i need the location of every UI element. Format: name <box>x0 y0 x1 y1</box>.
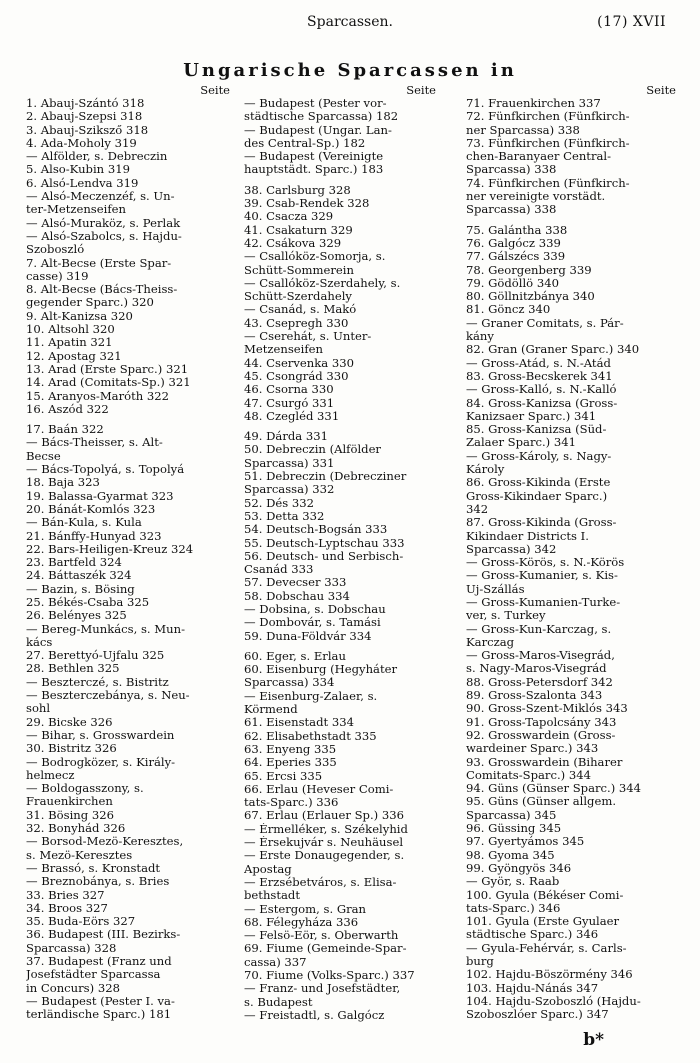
index-entry: cassa) 337 <box>244 955 307 969</box>
index-entry: 66. Erlau (Heveser Comi- <box>244 782 394 796</box>
index-entry: — Györ, s. Raab <box>466 875 560 889</box>
index-entry: — Budapest (Ungar. Lan- <box>244 123 392 137</box>
index-entry: wardeiner Sparc.) 343 <box>466 742 599 756</box>
index-entry: 80. Göllnitzbánya 340 <box>466 290 595 304</box>
index-entry: — Brassó, s. Kronstadt <box>26 861 161 875</box>
index-entry: 27. Berettyó-Ujfalu 325 <box>26 649 165 663</box>
index-entry: — Breznobánya, s. Bries <box>26 875 170 889</box>
index-entry: 23. Bartfeld 324 <box>26 556 122 570</box>
index-entry: 52. Dés 332 <box>244 496 315 510</box>
index-entry: hauptstädt. Sparc.) 183 <box>244 163 384 177</box>
index-entry: — Budapest (Vereinigte <box>244 150 384 164</box>
page-number: (17) XVII <box>597 14 666 30</box>
index-entry: 3. Abauj-Sziksző 318 <box>26 123 149 137</box>
index-entry: — Gross-Kun-Karczag, s. <box>466 622 612 636</box>
index-entry: — Bács-Topolyá, s. Topolyá <box>26 463 185 477</box>
index-entry: Kikindaer Districts I. <box>466 529 589 543</box>
index-entry: 65. Ercsi 335 <box>244 769 323 783</box>
index-entry: 67. Erlau (Erlauer Sp.) 336 <box>244 809 404 823</box>
index-entry: — Érmelléker, s. Székelyhid <box>244 822 408 836</box>
index-entry: 72. Fünfkirchen (Fünfkirch- <box>466 110 630 124</box>
index-entry: 90. Gross-Szent-Miklós 343 <box>466 702 628 716</box>
index-entry: 43. Csepregh 330 <box>244 316 349 330</box>
index-entry: 24. Báttaszék 324 <box>26 569 132 583</box>
index-entry: 47. Csurgó 331 <box>244 396 335 410</box>
index-entry: Sparcassa) 328 <box>26 941 117 955</box>
index-entry: 82. Gran (Graner Sparc.) 340 <box>466 343 640 357</box>
index-entry: Csanád 333 <box>244 563 314 577</box>
index-entry: 25. Békés-Csaba 325 <box>26 595 150 609</box>
index-entry: 77. Gálszécs 339 <box>466 250 566 264</box>
index-entry: 17. Baán 322 <box>26 423 104 437</box>
index-entry: kány <box>466 330 494 344</box>
index-entry: 83. Gross-Becskerek 341 <box>466 369 613 383</box>
index-entry: — Érsekujvár s. Neuhäusel <box>244 836 404 850</box>
index-entry: 81. Göncz 340 <box>466 303 551 317</box>
index-entry: 104. Hajdu-Szoboszló (Hajdu- <box>466 994 641 1008</box>
index-entry: 100. Gyula (Békéser Comi- <box>466 888 624 902</box>
index-entry: 19. Balassa-Gyarmat 323 <box>26 489 174 503</box>
index-entry: 33. Bries 327 <box>26 888 105 902</box>
index-entry: 10. Altsohl 320 <box>26 323 115 337</box>
index-entry: — Gross-Maros-Visegrád, <box>466 649 615 663</box>
index-entry: — Boldogasszony, s. <box>26 782 144 796</box>
index-entry: — Budapest (Pester I. va- <box>26 994 175 1008</box>
index-entry: 20. Bánát-Komlós 323 <box>26 502 156 516</box>
column-header: Seite <box>646 83 676 97</box>
section-gap <box>244 177 440 184</box>
index-entry: 7. Alt-Becse (Erste Spar- <box>26 256 172 270</box>
index-entry: 13. Arad (Erste Sparc.) 321 <box>26 362 189 376</box>
index-entry: 87. Gross-Kikinda (Gross- <box>466 516 617 530</box>
index-entry: 35. Buda-Eörs 327 <box>26 915 136 929</box>
index-entry: — Alfölder, s. Debreczin <box>26 150 168 164</box>
index-entry: 31. Bösing 326 <box>26 808 114 822</box>
index-entry: — Dobsina, s. Dobschau <box>244 602 386 616</box>
index-entry: Szoboszló <box>26 243 85 257</box>
index-entry: 6. Alsó-Lendva 319 <box>26 176 139 190</box>
index-entry: 54. Deutsch-Bogsán 333 <box>244 523 388 537</box>
index-entry: — Felsö-Eör, s. Oberwarth <box>244 929 399 943</box>
index-entry: 15. Aranyos-Maróth 322 <box>26 389 170 403</box>
index-entry: 97. Gyertyámos 345 <box>466 835 585 849</box>
index-entry: 89. Gross-Szalonta 343 <box>466 689 603 703</box>
index-entry: 63. Enyeng 335 <box>244 742 337 756</box>
index-entry: Becse <box>26 449 61 463</box>
index-entry: Josefstädter Sparcassa <box>26 968 161 982</box>
index-entry: 44. Cservenka 330 <box>244 356 354 370</box>
index-entry: 9. Alt-Kanizsa 320 <box>26 309 133 323</box>
index-entry: 36. Budapest (III. Bezirks- <box>26 928 181 942</box>
index-entry: 93. Grosswardein (Biharer <box>466 755 623 769</box>
index-entry: Gross-Kikindaer Sparc.) <box>466 489 608 503</box>
index-entry: — Gross-Kumanier, s. Kis- <box>466 569 618 583</box>
index-entry: Károly <box>466 463 505 477</box>
index-entry: 84. Gross-Kanizsa (Gross- <box>466 396 618 410</box>
index-entry: Sparcassa) 338 <box>466 203 557 217</box>
index-entry: — Dombovár, s. Tamási <box>244 616 381 630</box>
index-entry: 99. Gyöngyös 346 <box>466 861 572 875</box>
index-entry: 32. Bonyhád 326 <box>26 822 126 836</box>
index-entry: 75. Galántha 338 <box>466 223 568 237</box>
index-entry: — Erste Donaugegender, s. <box>244 849 405 863</box>
index-entry: Karczag <box>466 635 515 649</box>
index-entry: in Concurs) 328 <box>26 981 120 995</box>
index-entry: Zalaer Sparc.) 341 <box>466 436 577 450</box>
running-head <box>0 14 700 36</box>
index-entry: 57. Devecser 333 <box>244 576 347 590</box>
index-entry: 50. Debreczin (Alfölder <box>244 443 381 457</box>
index-entry: s. Budapest <box>244 995 313 1009</box>
index-entry: Sparcassa) 334 <box>244 676 335 690</box>
running-head-title: Sparcassen. <box>307 14 393 30</box>
index-entry: 45. Csongrád 330 <box>244 369 349 383</box>
index-entry: 91. Gross-Tapolcsány 343 <box>466 715 617 729</box>
index-entry: — Cserehát, s. Unter- <box>244 330 372 344</box>
index-entry: 34. Broos 327 <box>26 901 108 915</box>
index-entry: 71. Frauenkirchen 337 <box>466 97 601 110</box>
index-entry: 76. Galgócz 339 <box>466 236 561 250</box>
index-entry: 58. Dobschau 334 <box>244 589 350 603</box>
index-entry: 79. Gödöllö 340 <box>466 276 559 290</box>
index-entry: kács <box>26 635 53 649</box>
section-gap <box>466 217 680 224</box>
index-entry: 95. Güns (Günser allgem. <box>466 795 616 809</box>
column-header: Seite <box>200 83 230 97</box>
index-entry: — Graner Comitats, s. Pár- <box>466 316 624 330</box>
index-entry: 41. Csakaturn 329 <box>244 223 353 237</box>
index-entry: Sparcassa) 332 <box>244 483 335 497</box>
index-entry: — Freistadtl, s. Galgócz <box>244 1008 385 1022</box>
index-entry: Schütt-Sommerein <box>244 263 354 277</box>
index-entry: — Gross-Körös, s. N.-Körös <box>466 556 625 570</box>
index-entry: 28. Bethlen 325 <box>26 662 120 676</box>
index-entry: 29. Bicske 326 <box>26 715 113 729</box>
index-entry: 39. Csab-Rendek 328 <box>244 197 370 211</box>
index-column-1 <box>26 84 234 1021</box>
index-entry: — Csallóköz-Somorja, s. <box>244 250 386 264</box>
index-entry: casse) 319 <box>26 269 89 283</box>
index-entry: Metzenseifen <box>244 343 323 357</box>
index-entry: 62. Elisabethstadt 335 <box>244 729 377 743</box>
index-entry: städtische Sparcassa) 182 <box>244 110 399 124</box>
index-entry: 42. Csákova 329 <box>244 236 342 250</box>
index-entry: — Bihar, s. Grosswardein <box>26 728 175 742</box>
index-entry: — Beszterczebánya, s. Neu- <box>26 689 190 703</box>
index-entry: 73. Fünfkirchen (Fünfkirch- <box>466 136 630 150</box>
index-entry: städtische Sparc.) 346 <box>466 928 599 942</box>
index-entry: — Csallóköz-Szerdahely, s. <box>244 276 401 290</box>
index-entry: 60. Eger, s. Erlau <box>244 649 346 663</box>
index-entry: 98. Gyoma 345 <box>466 848 555 862</box>
index-entry: Kanizsaer Sparc.) 341 <box>466 409 597 423</box>
index-entry: sohl <box>26 702 51 716</box>
index-entry: 12. Apostag 321 <box>26 349 122 363</box>
index-entry: — Gyula-Fehérvár, s. Carls- <box>466 941 627 955</box>
index-entry: 70. Fiume (Volks-Sparc.) 337 <box>244 969 415 982</box>
index-entry: des Central-Sp.) 182 <box>244 136 366 150</box>
index-column-3 <box>466 84 680 1021</box>
index-entry: 16. Aszód 322 <box>26 402 109 416</box>
index-entry: Schütt-Szerdahely <box>244 290 352 304</box>
index-entry: — Gross-Atád, s. N.-Atád <box>466 356 611 370</box>
index-entry: — Gross-Kalló, s. N.-Kalló <box>466 383 617 397</box>
index-entry: — Gross-Károly, s. Nagy- <box>466 449 612 463</box>
index-entry: 21. Bánffy-Hunyad 323 <box>26 529 162 543</box>
index-entry: 4. Ada-Moholy 319 <box>26 136 137 150</box>
index-entry: Sparcassa) 342 <box>466 542 557 556</box>
index-entry: ner vereinigte vorstädt. <box>466 190 606 204</box>
index-entry: — Csanád, s. Makó <box>244 303 357 317</box>
index-entry: — Bereg-Munkács, s. Mun- <box>26 622 186 636</box>
index-entry: — Beszterczé, s. Bistritz <box>26 675 169 689</box>
index-entry: 88. Gross-Petersdorf 342 <box>466 675 613 689</box>
index-entry: — Estergom, s. Gran <box>244 902 367 916</box>
index-entry: Szoboszlóer Sparc.) 347 <box>466 1008 609 1022</box>
index-entry: 103. Hajdu-Nánás 347 <box>466 981 599 995</box>
index-entry: 55. Deutsch-Lyptschau 333 <box>244 536 405 550</box>
index-column-2 <box>244 84 440 1022</box>
index-entry: 101. Gyula (Erste Gyulaer <box>466 915 620 929</box>
index-entry: 8. Alt-Becse (Bács-Theiss- <box>26 283 178 297</box>
index-entry: burg <box>466 955 494 968</box>
index-entry: 102. Hajdu-Böszörmény 346 <box>466 968 633 982</box>
index-entry: — Bács-Theisser, s. Alt- <box>26 436 163 450</box>
index-entry: 94. Güns (Günser Sparc.) 344 <box>466 782 642 796</box>
index-entry: Comitats-Sparc.) 344 <box>466 768 591 782</box>
index-entry: 51. Debreczin (Debrecziner <box>244 470 407 484</box>
index-entry: — Bodrogközer, s. Király- <box>26 755 176 769</box>
index-entry: 74. Fünfkirchen (Fünfkirch- <box>466 176 630 190</box>
index-entry: 40. Csacza 329 <box>244 210 334 224</box>
index-entry: — Bazin, s. Bösing <box>26 582 135 596</box>
index-entry: 68. Félegyháza 336 <box>244 915 359 929</box>
column-header: Seite <box>406 83 436 97</box>
index-entry: ver, s. Turkey <box>466 609 546 623</box>
index-entry: tats-Sparc.) 336 <box>244 796 339 810</box>
section-gap <box>26 416 234 423</box>
index-entry: — Alsó-Muraköz, s. Perlak <box>26 216 181 230</box>
index-entry: terländische Sparc.) 181 <box>26 1008 172 1022</box>
index-entry: 18. Baja 323 <box>26 476 100 490</box>
index-entry: 2. Abauj-Szepsi 318 <box>26 110 143 124</box>
index-entry: 14. Arad (Comitats-Sp.) 321 <box>26 376 191 390</box>
index-entry: 1. Abauj-Szántó 318 <box>26 97 145 110</box>
index-entry: ter-Metzenseifen <box>26 203 126 217</box>
index-entry: 5. Also-Kubin 319 <box>26 163 130 177</box>
index-entry: — Erzsébetváros, s. Elisa- <box>244 875 397 889</box>
index-entry: 60. Eisenburg (Hegyháter <box>244 663 398 677</box>
index-entry: helmecz <box>26 768 75 782</box>
index-entry: Frauenkirchen <box>26 795 113 809</box>
index-entry: 48. Czegléd 331 <box>244 409 340 423</box>
index-entry: 342 <box>466 502 489 516</box>
index-entry: tats-Sparc.) 346 <box>466 901 561 915</box>
section-gap <box>244 423 440 430</box>
index-entry: 11. Apatin 321 <box>26 336 113 350</box>
index-entry: — Bán-Kula, s. Kula <box>26 516 142 530</box>
index-entry: — Eisenburg-Zalaer, s. <box>244 689 378 703</box>
index-entry: 96. Güssing 345 <box>466 822 562 836</box>
index-entry: 49. Dárda 331 <box>244 430 329 444</box>
index-entry: 92. Grosswardein (Gross- <box>466 728 616 742</box>
index-entry: gegender Sparc.) 320 <box>26 296 154 310</box>
index-entry: 37. Budapest (Franz und <box>26 955 172 968</box>
index-entry: s. Mezö-Keresztes <box>26 848 133 862</box>
index-entry: Sparcassa) 338 <box>466 163 557 177</box>
section-gap <box>244 643 440 650</box>
index-entry: 26. Belényes 325 <box>26 609 127 623</box>
index-entry: — Gross-Kumanien-Turke- <box>466 595 621 609</box>
index-entry: chen-Baranyaer Central- <box>466 150 612 164</box>
index-entry: 30. Bistritz 326 <box>26 742 117 756</box>
index-entry: 86. Gross-Kikinda (Erste <box>466 476 611 490</box>
index-entry: s. Nagy-Maros-Visegrád <box>466 662 607 676</box>
index-entry: 59. Duna-Földvár 334 <box>244 629 372 643</box>
index-entry: 85. Gross-Kanizsa (Süd- <box>466 423 607 437</box>
index-entry: — Alsó-Meczenzéf, s. Un- <box>26 190 175 204</box>
index-entry: 69. Fiume (Gemeinde-Spar- <box>244 942 407 956</box>
index-entry: ner Sparcassa) 338 <box>466 123 580 137</box>
index-entry: Körmend <box>244 703 298 717</box>
index-entry: 53. Detta 332 <box>244 509 325 523</box>
index-entry: bethstadt <box>244 889 301 903</box>
index-entry: 78. Georgenberg 339 <box>466 263 592 277</box>
index-entry: Sparcassa) 331 <box>244 456 335 470</box>
section-title: Ungarische Sparcassen in <box>183 60 517 81</box>
index-entry: Apostag <box>244 862 292 876</box>
index-entry: — Franz- und Josefstädter, <box>244 982 401 996</box>
index-entry: Sparcassa) 345 <box>466 808 557 822</box>
index-entry: 61. Eisenstadt 334 <box>244 716 354 730</box>
index-entry: 22. Bars-Heiligen-Kreuz 324 <box>26 542 194 556</box>
index-entry: 46. Csorna 330 <box>244 383 334 397</box>
index-entry: 38. Carlsburg 328 <box>244 183 351 197</box>
index-entry: 64. Eperies 335 <box>244 756 337 770</box>
index-entry: 56. Deutsch- und Serbisch- <box>244 549 404 563</box>
signature-mark: b* <box>583 1030 604 1050</box>
index-entry: Uj-Szállás <box>466 582 525 596</box>
index-entry: — Borsod-Mezö-Keresztes, <box>26 835 184 849</box>
index-entry: — Alsó-Szabolcs, s. Hajdu- <box>26 229 182 243</box>
index-entry: — Budapest (Pester vor- <box>244 97 387 110</box>
